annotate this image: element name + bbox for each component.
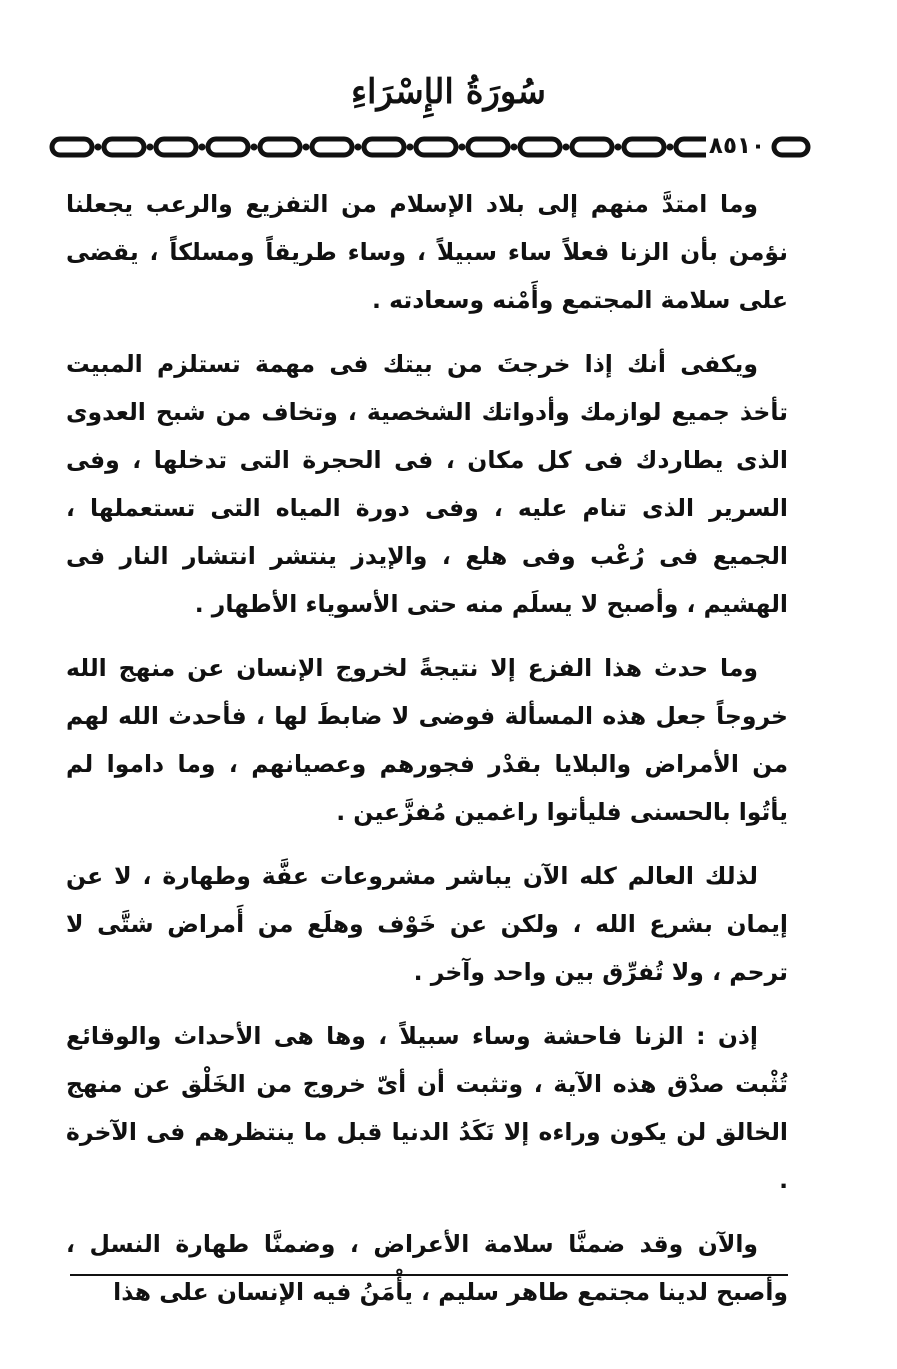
paragraph: إذن : الزنا فاحشة وساء سبيلاً ، وها هى الأحداث والوقائع تُثْبت صدْق هذه الآية ، وتثبت أن أىّ خروج من الخَلْق عن منهج الخالق لن يكون وراءه إلا نَكَدُ الدنيا قبل ما ينتظرهم فى الآخرة . xyxy=(66,1022,788,1194)
paragraph: ويكفى أنك إذا خرجتَ من بيتك فى مهمة تستلزم المبيت تأخذ جميع لوازمك وأدواتك الشخصية ، وتخاف من شبح العدوى الذى يطاردك فى كل مكان ، فى الحجرة التى تدخلها ، وفى السرير الذى تنام عليه ، وفى دورة المياه التى تستعملها ، الجميع فى رُعْب وفى هلع ، والإيدز ينتشر انتشار النار فى الهشيم ، وأصبح لا يسلَم منه حتى الأسوياء الأطهار . xyxy=(66,350,788,618)
chain-dot xyxy=(95,144,102,151)
chain-link xyxy=(624,139,664,155)
chain-link xyxy=(156,139,196,155)
header-ornament-border xyxy=(46,134,816,160)
paragraph: وما حدث هذا الفزع إلا نتيجةً لخروج الإنسان عن منهج الله خروجاً جعل هذه المسألة فوضى لا ضابطَ لها ، فأحدث الله لهم من الأمراض والبلايا بقدْر فجورهم وعصيانهم ، وما داموا لم يأتُوا بالحسنى فليأتوا راغمين مُفزَّعين . xyxy=(66,654,788,826)
chain-dot xyxy=(199,144,206,151)
chain-link xyxy=(104,139,144,155)
body-text xyxy=(66,180,788,1306)
chain-dot xyxy=(147,144,154,151)
chain-ornament xyxy=(46,134,816,160)
chain-link xyxy=(364,139,404,155)
chain-link xyxy=(312,139,352,155)
paragraph: لذلك العالم كله الآن يباشر مشروعات عفَّة وطهارة ، لا عن إيمان بشرع الله ، ولكن عن خَوْف وهلَع من أَمراض شتَّى لا ترحم ، ولا تُفرِّق بين واحد وآخر . xyxy=(66,862,788,986)
chain-dot xyxy=(407,144,414,151)
chain-dot xyxy=(511,144,518,151)
paragraph: وما امتدَّ منهم إلى بلاد الإسلام من التفزيع والرعب يجعلنا نؤمن بأن الزنا فعلاً ساء سبيلاً ، وساء طريقاً ومسلكاً ، يقضى على سلامة المجتمع وأَمْنه وسعادته . xyxy=(66,190,788,314)
chain-dot xyxy=(251,144,258,151)
chain-dot xyxy=(303,144,310,151)
chain-dot xyxy=(667,144,674,151)
footer-divider xyxy=(70,1274,788,1276)
surah-title: سُورَةُ الإِسْرَاءِ xyxy=(351,72,546,112)
chain-link xyxy=(260,139,300,155)
chain-link xyxy=(572,139,612,155)
chain-dot xyxy=(355,144,362,151)
page-number: ٨٥١٠ xyxy=(706,131,768,161)
chain-dot xyxy=(615,144,622,151)
chain-link xyxy=(468,139,508,155)
chain-dot xyxy=(459,144,466,151)
chain-link xyxy=(774,139,808,155)
chain-link xyxy=(520,139,560,155)
chain-link xyxy=(416,139,456,155)
paragraph: والآن وقد ضمنَّا سلامة الأعراض ، وضمنَّا طهارة النسل ، وأصبح لدينا مجتمع طاهر سليم ، يأْمَنُ فيه الإنسان على هذا xyxy=(66,1230,788,1306)
chain-dot xyxy=(563,144,570,151)
chain-link xyxy=(208,139,248,155)
chain-link xyxy=(52,139,92,155)
